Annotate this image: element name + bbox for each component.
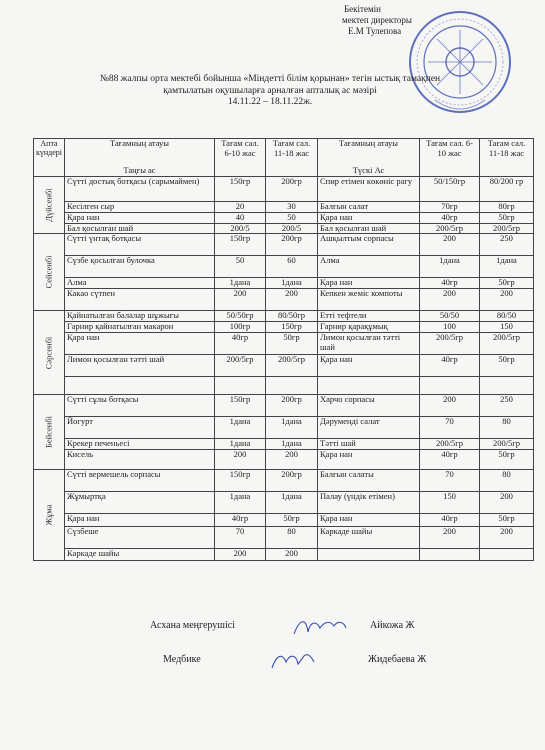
day-label — [34, 395, 65, 470]
header-dish-name-lunch — [318, 139, 420, 177]
lunch-portion-6-10: 70 — [420, 470, 480, 492]
table-row — [34, 395, 534, 417]
header-portion-6-10-b: Тағам сал. 6-10 жас — [420, 139, 480, 177]
lunch-portion-6-10: 40гр — [420, 514, 480, 527]
breakfast-portion-6-10: 150гр — [215, 395, 266, 417]
lunch-dish: Балғын салаты — [318, 470, 420, 492]
day-name: Бейсенбі — [43, 415, 54, 449]
header-lunch-label: Түскі Ас — [352, 164, 385, 175]
breakfast-dish: Бал қосылған шай — [65, 223, 215, 234]
breakfast-dish: Қара нан — [65, 514, 215, 527]
breakfast-portion-6-10: 1дана — [215, 417, 266, 439]
lunch-portion-6-10: 70 — [420, 417, 480, 439]
table-row — [34, 333, 534, 355]
approval-line-2: мектеп директоры — [342, 15, 412, 25]
table-row — [34, 213, 534, 224]
lunch-portion-11-18: 80гр — [480, 202, 534, 213]
breakfast-dish: Кисель — [65, 450, 215, 470]
lunch-portion-6-10: 200 — [420, 289, 480, 311]
lunch-portion-6-10: 200/5гр — [420, 223, 480, 234]
breakfast-dish: Сүтті вермешель сорпасы — [65, 470, 215, 492]
lunch-portion-11-18: 250 — [480, 395, 534, 417]
lunch-dish: Қара нан — [318, 450, 420, 470]
lunch-portion-11-18 — [480, 549, 534, 561]
nurse-name: Жидебаева Ж — [368, 654, 427, 665]
table-row — [34, 439, 534, 450]
title-line-1: №88 жалпы орта мектебі бойынша «Міндетті білім қорынан» тегін ыстық тамақпен — [99, 74, 441, 84]
table-row — [34, 177, 534, 202]
lunch-portion-11-18: 200/5гр — [480, 333, 534, 355]
breakfast-dish: Қара нан — [65, 213, 215, 224]
breakfast-portion-11-18: 50гр — [266, 333, 318, 355]
breakfast-dish: Сүзбе қосылған булочка — [65, 256, 215, 278]
lunch-portion-6-10: 200 — [420, 527, 480, 549]
table-row — [34, 256, 534, 278]
breakfast-dish: Сүтті сұлы ботқасы — [65, 395, 215, 417]
lunch-portion-11-18: 80 — [480, 470, 534, 492]
table-row — [34, 234, 534, 256]
breakfast-portion-6-10: 40гр — [215, 333, 266, 355]
lunch-dish: Харчо сорпасы — [318, 395, 420, 417]
lunch-portion-6-10: 1дана — [420, 256, 480, 278]
breakfast-portion-11-18: 200 — [266, 289, 318, 311]
lunch-dish: Қара нан — [318, 278, 420, 289]
breakfast-portion-6-10: 200/5 — [215, 223, 266, 234]
header-dish-name-label: Тағамның атауы — [110, 138, 169, 148]
day-name: Дүйсенбі — [43, 188, 54, 222]
lunch-portion-11-18: 1дана — [480, 256, 534, 278]
breakfast-portion-11-18: 200гр — [266, 234, 318, 256]
lunch-portion-11-18: 50гр — [480, 278, 534, 289]
table-row — [34, 514, 534, 527]
breakfast-portion-11-18: 200гр — [266, 395, 318, 417]
breakfast-portion-6-10: 100гр — [215, 322, 266, 333]
breakfast-portion-11-18: 80 — [266, 527, 318, 549]
lunch-portion-6-10: 200 — [420, 395, 480, 417]
canteen-manager-name: Айкожа Ж — [370, 620, 415, 631]
breakfast-dish: Каркаде шайы — [65, 549, 215, 561]
lunch-dish: Қара нан — [318, 213, 420, 224]
lunch-dish: Спир етімен көкөніс рагу — [318, 177, 420, 202]
day-label — [34, 311, 65, 395]
breakfast-dish: Крекер печеньесі — [65, 439, 215, 450]
table-row — [34, 322, 534, 333]
breakfast-portion-11-18: 1дана — [266, 492, 318, 514]
table-row — [34, 470, 534, 492]
blank-cell — [318, 377, 420, 395]
breakfast-dish: Кесілген сыр — [65, 202, 215, 213]
breakfast-portion-6-10: 1дана — [215, 278, 266, 289]
breakfast-portion-6-10: 50 — [215, 256, 266, 278]
lunch-portion-6-10: 200 — [420, 234, 480, 256]
lunch-dish: Кепкен жеміс компоты — [318, 289, 420, 311]
blank-cell — [215, 377, 266, 395]
breakfast-portion-6-10: 40 — [215, 213, 266, 224]
breakfast-portion-11-18: 1дана — [266, 417, 318, 439]
breakfast-dish: Гарнир қайнатылған макарон — [65, 322, 215, 333]
lunch-portion-11-18: 50гр — [480, 355, 534, 377]
lunch-dish: Тәтті шай — [318, 439, 420, 450]
lunch-dish: Балғын салат — [318, 202, 420, 213]
lunch-dish: Бал қосылған шай — [318, 223, 420, 234]
blank-row — [34, 377, 534, 395]
title-line-2: қамтылатын оқушыларға арналған апталық ас мәзірі — [163, 85, 377, 96]
lunch-portion-6-10 — [420, 549, 480, 561]
day-label — [34, 470, 65, 561]
table-row — [34, 450, 534, 470]
header-dish-name-label-2: Тағамның атауы — [339, 138, 398, 148]
header-week-days: Апта күндері — [34, 139, 65, 177]
day-name: Сейсенбі — [43, 255, 54, 289]
lunch-dish: Қара нан — [318, 514, 420, 527]
breakfast-dish: Жұмыртқа — [65, 492, 215, 514]
breakfast-portion-11-18: 1дана — [266, 439, 318, 450]
blank-cell — [420, 377, 480, 395]
breakfast-portion-11-18: 200/5гр — [266, 355, 318, 377]
lunch-portion-11-18: 50гр — [480, 450, 534, 470]
lunch-dish: Алма — [318, 256, 420, 278]
breakfast-portion-11-18: 200 — [266, 549, 318, 561]
approval-line-1: Бекітемін — [344, 4, 381, 14]
day-label — [34, 177, 65, 234]
breakfast-dish: Қара нан — [65, 333, 215, 355]
blank-cell — [65, 377, 215, 395]
nurse-role: Медбике — [163, 654, 201, 665]
lunch-portion-11-18: 200 — [480, 527, 534, 549]
lunch-portion-6-10: 200/5гр — [420, 333, 480, 355]
breakfast-portion-11-18: 30 — [266, 202, 318, 213]
breakfast-portion-6-10: 70 — [215, 527, 266, 549]
breakfast-portion-11-18: 200гр — [266, 470, 318, 492]
header-portion-11-18-b: Тағам сал. 11-18 жас — [480, 139, 534, 177]
breakfast-dish: Алма — [65, 278, 215, 289]
breakfast-portion-6-10: 200/5гр — [215, 355, 266, 377]
breakfast-portion-6-10: 1дана — [215, 492, 266, 514]
breakfast-portion-6-10: 150гр — [215, 470, 266, 492]
lunch-portion-6-10: 40гр — [420, 450, 480, 470]
lunch-portion-6-10: 150 — [420, 492, 480, 514]
table-row — [34, 289, 534, 311]
lunch-portion-11-18: 80/200 гр — [480, 177, 534, 202]
nurse-signature — [268, 646, 318, 672]
breakfast-portion-11-18: 50гр — [266, 514, 318, 527]
breakfast-portion-11-18: 200 — [266, 450, 318, 470]
breakfast-dish: Какао сүтпен — [65, 289, 215, 311]
lunch-portion-6-10: 50/50 — [420, 311, 480, 322]
lunch-dish: Лимон қосылған тәтті шай — [318, 333, 420, 355]
breakfast-portion-6-10: 150гр — [215, 177, 266, 202]
day-name: Сәрсенбі — [43, 336, 54, 369]
weekly-menu-table — [33, 138, 534, 561]
breakfast-dish: Йогурт — [65, 417, 215, 439]
table-row — [34, 311, 534, 322]
menu-body — [34, 177, 534, 561]
breakfast-dish: Сүтті үнтақ ботқасы — [65, 234, 215, 256]
table-row — [34, 202, 534, 213]
table-row — [34, 223, 534, 234]
breakfast-portion-6-10: 20 — [215, 202, 266, 213]
breakfast-portion-11-18: 50 — [266, 213, 318, 224]
table-row — [34, 417, 534, 439]
approval-block — [342, 4, 412, 37]
table-row — [34, 527, 534, 549]
breakfast-portion-6-10: 200 — [215, 450, 266, 470]
lunch-portion-11-18: 50гр — [480, 213, 534, 224]
title-line-3: 14.11.22 – 18.11.22ж. — [227, 97, 313, 107]
table-row — [34, 355, 534, 377]
breakfast-dish: Сүзбеше — [65, 527, 215, 549]
breakfast-portion-6-10: 200 — [215, 289, 266, 311]
lunch-portion-11-18: 80/50 — [480, 311, 534, 322]
lunch-portion-6-10: 200/5гр — [420, 439, 480, 450]
table-row — [34, 549, 534, 561]
lunch-portion-11-18: 80 — [480, 417, 534, 439]
lunch-dish — [318, 549, 420, 561]
breakfast-portion-11-18: 80/50гр — [266, 311, 318, 322]
lunch-portion-6-10: 100 — [420, 322, 480, 333]
day-label — [34, 234, 65, 311]
blank-cell — [266, 377, 318, 395]
breakfast-portion-6-10: 1дана — [215, 439, 266, 450]
breakfast-portion-11-18: 60 — [266, 256, 318, 278]
breakfast-portion-6-10: 200 — [215, 549, 266, 561]
lunch-portion-11-18: 200/5гр — [480, 223, 534, 234]
lunch-dish: Каркаде шайы — [318, 527, 420, 549]
table-row — [34, 278, 534, 289]
breakfast-dish: Қайнатылған балалар шұжығы — [65, 311, 215, 322]
breakfast-portion-11-18: 200гр — [266, 177, 318, 202]
approval-line-3: Е.М Тулепова — [348, 26, 402, 36]
breakfast-portion-11-18: 200/5 — [266, 223, 318, 234]
header-portion-11-18-a: Тағам сал. 11-18 жас — [266, 139, 318, 177]
lunch-portion-11-18: 200 — [480, 492, 534, 514]
lunch-portion-11-18: 150 — [480, 322, 534, 333]
breakfast-dish: Сүтті достық ботқасы (сарымаймен) — [65, 177, 215, 202]
breakfast-portion-6-10: 150гр — [215, 234, 266, 256]
lunch-portion-11-18: 200/5гр — [480, 439, 534, 450]
lunch-dish: Палау (үндік етімен) — [318, 492, 420, 514]
breakfast-portion-11-18: 150гр — [266, 322, 318, 333]
canteen-manager-role: Асхана меңгерушісі — [150, 620, 235, 631]
table-row — [34, 492, 534, 514]
lunch-portion-6-10: 40гр — [420, 213, 480, 224]
breakfast-dish: Лимон қосылған тәтті шай — [65, 355, 215, 377]
header-dish-name-breakfast — [65, 139, 215, 177]
lunch-portion-6-10: 40гр — [420, 355, 480, 377]
lunch-portion-6-10: 40гр — [420, 278, 480, 289]
header-breakfast-label: Таңғы ас — [123, 164, 156, 175]
menu-title — [60, 74, 480, 109]
breakfast-portion-6-10: 40гр — [215, 514, 266, 527]
lunch-portion-6-10: 50/150гр — [420, 177, 480, 202]
breakfast-portion-11-18: 1дана — [266, 278, 318, 289]
day-name: Жұма — [43, 504, 54, 526]
lunch-portion-11-18: 250 — [480, 234, 534, 256]
lunch-dish: Қара нан — [318, 355, 420, 377]
lunch-portion-11-18: 50гр — [480, 514, 534, 527]
lunch-dish: Етті тефтели — [318, 311, 420, 322]
breakfast-portion-6-10: 50/50гр — [215, 311, 266, 322]
blank-cell — [480, 377, 534, 395]
lunch-portion-11-18: 200 — [480, 289, 534, 311]
lunch-dish: Ашқылтым сорпасы — [318, 234, 420, 256]
lunch-dish: Гарнир қарақұмық — [318, 322, 420, 333]
canteen-manager-signature — [290, 614, 350, 640]
header-portion-6-10-a: Тағам сал. 6-10 жас — [215, 139, 266, 177]
lunch-portion-6-10: 70гр — [420, 202, 480, 213]
lunch-dish: Дәруменді салат — [318, 417, 420, 439]
